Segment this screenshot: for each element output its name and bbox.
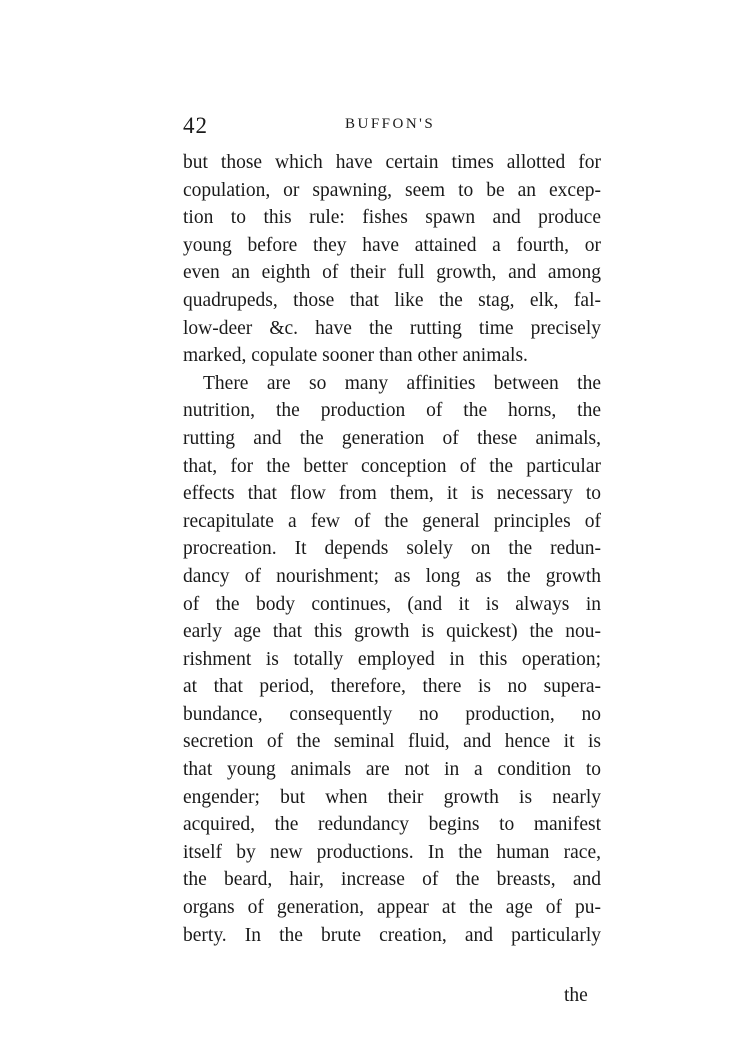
text-line: berty. In the brute creation, and particularly [183,924,601,946]
text-line: at that period, therefore, there is no supera- [183,676,601,698]
text-line: low-deer &c. have the rutting time precisely [183,317,601,339]
text-line: early age that this growth is quickest) the nou- [183,621,601,643]
catchword: the [564,985,588,1006]
text-line: procreation. It depends solely on the redun- [183,538,601,560]
text-line: There are so many affinities between the [203,372,601,394]
text-line: effects that flow from them, it is necessary to [183,483,601,505]
text-line: itself by new productions. In the human race, [183,841,601,863]
text-line: engender; but when their growth is nearly [183,786,601,808]
text-line: bundance, consequently no production, no [183,703,601,725]
text-line: of the body continues, (and it is always in [183,593,601,615]
page-number: 42 [183,113,208,138]
text-line: dancy of nourishment; as long as the growth [183,565,601,587]
running-head: BUFFON'S [345,116,436,132]
text-line: acquired, the redundancy begins to manifest [183,814,601,836]
paragraph-1 [183,149,601,370]
text-line: that, for the better conception of the particular [183,455,601,477]
text-line: but those which have certain times allotted for [183,152,601,173]
text-line: young before they have attained a fourth, or [183,234,601,256]
text-line: secretion of the seminal fluid, and hence it is [183,731,601,753]
text-line: copulation, or spawning, seem to be an excep- [183,179,601,201]
text-line: that young animals are not in a condition to [183,759,601,781]
text-line: rishment is totally employed in this operation; [183,648,601,670]
text-line: quadrupeds, those that like the stag, elk, fal- [183,289,601,311]
paragraph-2 [183,370,601,949]
text-line: recapitulate a few of the general principles of [183,510,601,532]
text-line: nutrition, the production of the horns, the [183,400,601,422]
text-line: even an eighth of their full growth, and among [183,262,601,284]
text-line: tion to this rule: fishes spawn and produce [183,207,601,229]
text-line: marked, copulate sooner than other animals. [183,345,528,367]
page-header [183,113,603,143]
text-line: the beard, hair, increase of the breasts, and [183,869,601,891]
text-line: organs of generation, appear at the age of pu- [183,897,601,919]
text-line: rutting and the generation of these animals, [183,427,601,449]
body-text [183,149,601,949]
